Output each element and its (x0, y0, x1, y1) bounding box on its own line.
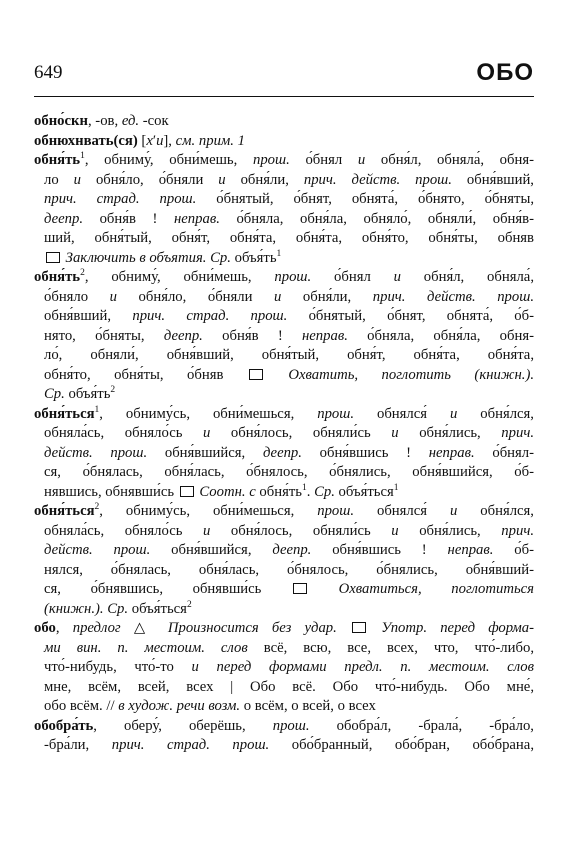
entry-text: обня́л, обняла́, (400, 269, 534, 285)
entry-line (34, 151, 534, 171)
headword: обобра́ть (34, 717, 94, 734)
entry-line (34, 678, 534, 698)
entry-text: , (55, 620, 73, 636)
entry-text: обня́лось, обняли́сь (210, 522, 392, 539)
homonym-index: 2 (110, 385, 116, 395)
entry-line (34, 210, 534, 230)
headword: обо (34, 620, 56, 636)
entry-text: о́бнял (289, 152, 358, 168)
grammar-note: Заключить в объятия. Ср. (65, 249, 231, 266)
entry-text (368, 620, 381, 636)
entry-text: , оберу́, оберёшь, (93, 717, 273, 734)
grammar-note: прич. действ. прош. (372, 288, 534, 305)
entry-text: , обниму́сь, обни́мешься, (99, 405, 318, 422)
grammar-note: и (218, 171, 226, 188)
entry-text: обня́лись, (398, 522, 502, 539)
entry-line (34, 736, 534, 756)
grammar-note: (книжн.). Ср. (44, 600, 129, 617)
grammar-note: Ср. (44, 386, 65, 402)
entry-text: обняла́сь, обняло́сь (44, 425, 204, 441)
entry-text: [ (137, 132, 147, 149)
entry-text: обня́ли, (225, 171, 304, 188)
grammar-note: и (449, 405, 458, 422)
grammar-note: ми вин. п. местоим. слов (44, 639, 248, 656)
entry-text: объя́ться (334, 483, 394, 500)
grammar-note: и (203, 425, 211, 441)
entry-text: объя́ть (64, 386, 111, 402)
entry-text: , обниму́, обни́мешь, (84, 152, 253, 168)
entry-line (34, 385, 534, 405)
entry-text: обня́то, обня́ты, о́бняв (44, 366, 247, 383)
entry-line (34, 327, 534, 347)
homonym-index: 1 (276, 248, 282, 259)
entry-line (34, 658, 534, 678)
grammar-note: и (393, 269, 401, 285)
headword: обня́ть (34, 269, 81, 285)
entry-text: . (306, 483, 315, 500)
entry-text: ся, о́бнялась, обня́лась, о́бнялось, о́бнялись, обня́вшийся, о́б- (44, 464, 534, 480)
page-header (34, 59, 534, 92)
entry-line (34, 522, 534, 542)
homonym-index: 1 (94, 404, 100, 415)
entry-text: ло (44, 171, 74, 188)
grammar-note: и (449, 503, 458, 519)
entry-text: обня́вшись ! (311, 542, 448, 558)
definition-box-icon (46, 252, 60, 263)
entry-text: обня́ло, о́бняли (80, 171, 219, 188)
grammar-note: х (146, 132, 153, 149)
entry-text: ʹ (152, 132, 157, 149)
entry-text: ший, обня́тый, обня́т, обня́та, обня́та, обня́то, обня́ты, обняв (44, 230, 534, 246)
grammar-note: Ср. (314, 483, 335, 500)
entry-text: мне, всём, всей, всех | Обо всё. Обо что́-нибудь. Обо мне́, (44, 678, 534, 695)
homonym-index: 2 (186, 599, 192, 610)
entry-text: о́б- (493, 542, 534, 558)
entry-line (34, 424, 534, 444)
entry-text: , обниму́сь, обни́мешься, (99, 503, 318, 519)
grammar-note: прич. действ. прош. (303, 171, 452, 188)
entry-line (34, 697, 534, 717)
entry-line (34, 307, 534, 327)
grammar-note: Употр. перед форма- (381, 620, 534, 636)
grammar-note: в худож. речи возм. (118, 698, 241, 714)
definition-box-icon (352, 622, 366, 633)
entry-text: ], (163, 132, 176, 149)
entry-line (34, 346, 534, 366)
entry-text: обня́ли, (281, 288, 373, 305)
grammar-note: Охватить, поглотить (книжн.). (288, 366, 534, 383)
entry-text: обня́лся, (457, 405, 534, 422)
grammar-note: прош. (317, 503, 355, 519)
grammar-note: прош. (317, 405, 355, 422)
entry-line (34, 444, 534, 464)
headword: обно́скн (34, 113, 88, 129)
entry-text: о́бнятый, о́бнят, обнята́, о́б- (287, 308, 534, 324)
entry-line (34, 229, 534, 249)
entry-line (34, 268, 534, 288)
grammar-note: и (274, 288, 282, 305)
entry-text: обня́вшийся, (147, 444, 263, 461)
grammar-note: неправ. (174, 210, 220, 227)
entry-line (34, 502, 534, 522)
entry-line (34, 405, 534, 425)
grammar-note: прич. страд. прош. (44, 191, 197, 207)
grammar-note: действ. прош. (44, 444, 148, 461)
grammar-note: прош. (272, 717, 310, 734)
entry-text: что́-нибудь, что́-то (44, 659, 192, 675)
grammar-note: неправ. (428, 444, 475, 461)
page-number: 649 (34, 62, 63, 83)
entry-text: нявшись, обнявши́сь (44, 483, 178, 500)
grammar-note: и (73, 171, 81, 188)
homonym-index: 1 (393, 482, 399, 493)
entry-text: , -ов, (87, 113, 122, 129)
entry-line (34, 171, 534, 191)
dictionary-entries (34, 112, 534, 756)
entry-text: о́бнял (311, 269, 394, 285)
running-head-word: ОБО (476, 59, 534, 86)
grammar-note: и (156, 132, 164, 149)
homonym-index: 1 (80, 151, 85, 161)
entry-text: обнялся́ (354, 503, 450, 519)
entry-text: объя́ться (128, 600, 187, 617)
grammar-note: см. прим. 1 (175, 132, 245, 149)
entry-text: обня́ло, о́бняли (117, 288, 275, 305)
entry-text: обня́вший, (44, 308, 133, 324)
entry-line (34, 717, 534, 737)
entry-text: о́бнял- (474, 444, 534, 461)
definition-box-icon (249, 369, 263, 380)
header-rule (34, 96, 534, 97)
entry-text: о всём, о всей, о всех (240, 698, 376, 714)
grammar-note: прич. (501, 522, 534, 539)
entry-text (265, 367, 289, 383)
entry-line (34, 190, 534, 210)
entry-text: обо всём. // (44, 698, 119, 714)
entry-text: ло́, обняли́, обня́вший, обня́тый, обня́т, обня́та, обня́та, (44, 347, 534, 363)
grammar-note: неправ. (447, 542, 494, 558)
entry-line (34, 249, 534, 269)
entry-text: ся, о́бнявшись, обнявши́сь (44, 581, 291, 597)
grammar-note: неправ. (302, 327, 348, 344)
grammar-note: прош. (252, 152, 290, 168)
entry-text: объя́ть (230, 249, 277, 266)
entry-line (34, 366, 534, 386)
entry-text: обня́л, обняла́, обня- (365, 152, 534, 168)
homonym-index: 2 (94, 502, 100, 512)
grammar-note: деепр. (44, 210, 84, 227)
entry-text: обня́вшись ! (301, 444, 429, 461)
entry-text: о́бняла, обня́ла, обняло́, обняли́, обня́в- (219, 210, 534, 227)
entry-text: обня́лось, обняли́сь (210, 425, 392, 441)
entry-text: обня́в ! (202, 327, 302, 344)
homonym-index: 1 (301, 482, 307, 493)
headword: обня́ться (34, 503, 95, 519)
grammar-note: и перед формами предл. п. местоим. слов (191, 659, 534, 675)
entry-line (34, 639, 534, 659)
entry-text: всё, всю, все, всех, что, что́-либо, (247, 639, 534, 656)
grammar-note: прич. страд. прош. (111, 737, 270, 753)
entry-text: о́бняла, обня́ла, обня- (347, 327, 534, 344)
entry-line (34, 541, 534, 561)
headword: обня́ться (34, 405, 95, 422)
grammar-note: и (391, 425, 399, 441)
entry-text: обобра́л, -брала́, -бра́ло, (309, 717, 534, 734)
entry-text: обня́вший, (451, 171, 534, 188)
entry-line (34, 600, 534, 620)
grammar-note: Охватиться, поглотиться (338, 581, 534, 597)
grammar-note: прош. (274, 269, 312, 285)
entry-line (34, 619, 534, 639)
entry-text: о́бнятый, о́бнят, обнята́, о́бнято, о́бняты, (196, 191, 534, 207)
entry-text: обня́ть (255, 483, 302, 500)
entry-text: нялся, о́бнялась, обня́лась, о́бнялось, о́бнялись, обня́вший- (44, 561, 534, 578)
entry-text: обня́в ! (83, 210, 174, 227)
grammar-note: прич. страд. прош. (132, 308, 288, 324)
entry-text: , обниму́, обни́мешь, (84, 269, 275, 285)
entry-text: обня́вшийся, (150, 542, 273, 558)
entry-line (34, 463, 534, 483)
entry-text (309, 581, 339, 597)
grammar-note: деепр. (272, 542, 312, 558)
entry-text: о́бняло (44, 288, 110, 305)
entry-line (34, 288, 534, 308)
grammar-note: прич. (501, 425, 534, 441)
entry-line (34, 483, 534, 503)
headword: обня́ть (34, 152, 81, 168)
grammar-note: и (357, 152, 366, 168)
entry-text: обняла́сь, обняло́сь (44, 522, 204, 539)
entry-text: -бра́ли, (44, 737, 112, 753)
entry-line (34, 580, 534, 600)
entry-text: -сок (139, 113, 169, 129)
grammar-note: предлог △ Произносится без удар. (72, 620, 337, 636)
grammar-note: Соотн. с (199, 483, 256, 500)
grammar-note: деепр. (163, 327, 203, 344)
grammar-note: и (391, 522, 399, 539)
entry-text: обня́лись, (398, 425, 502, 441)
entry-text: нято, о́бняты, (44, 327, 164, 344)
grammar-note: деепр. (262, 444, 302, 461)
entry-text (337, 620, 350, 636)
entry-text: обо́бранный, обо́бран, обо́брана, (269, 737, 534, 753)
headword: обнюхнвать(ся) (34, 132, 138, 149)
grammar-note: и (109, 288, 117, 305)
grammar-note: ед. (121, 113, 140, 129)
entry-text: обнялся́ (354, 405, 450, 422)
grammar-note: и (203, 522, 211, 539)
entry-line (34, 561, 534, 581)
entry-text: обня́лся, (457, 503, 534, 519)
entry-line (34, 112, 534, 132)
entry-line (34, 132, 534, 152)
grammar-note: действ. прош. (44, 542, 151, 558)
definition-box-icon (180, 486, 194, 497)
homonym-index: 2 (80, 268, 85, 278)
definition-box-icon (293, 583, 307, 594)
